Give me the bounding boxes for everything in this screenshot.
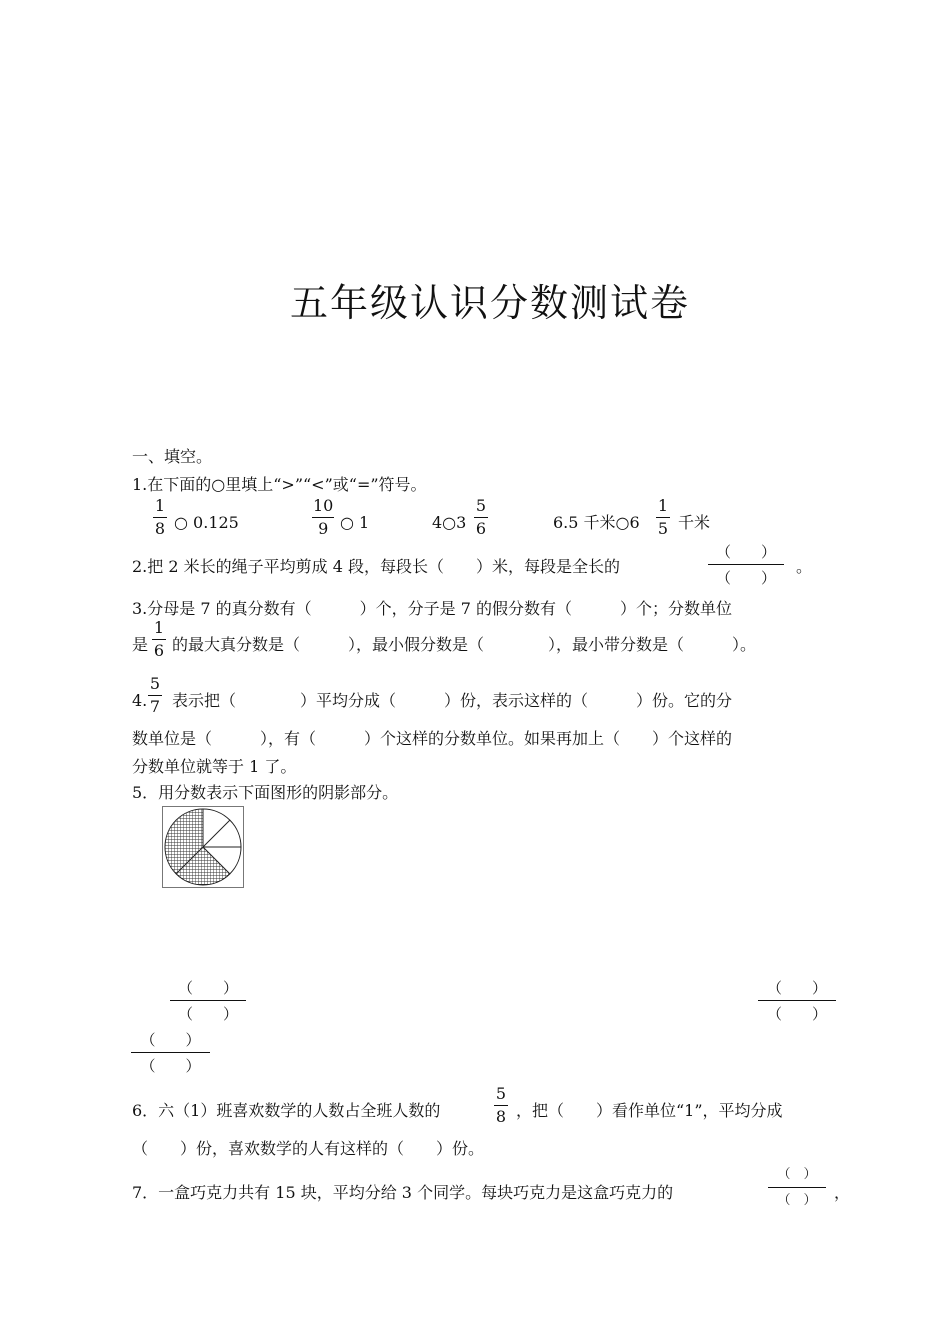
question-5-text: 5．用分数表示下面图形的阴影部分。	[132, 783, 399, 802]
question-4-line-3: 分数单位就等于 1 了。	[132, 757, 297, 776]
section-heading: 一、填空。	[132, 447, 213, 466]
question-6-cont: ，把（ ）看作单位“1”，平均分成	[516, 1101, 783, 1120]
fraction-1-6	[152, 618, 166, 661]
question-3-line-1: 3.分母是 7 的真分数有（ ）个，分子是 7 的假分数有（ ）个；分数单位	[132, 599, 732, 618]
question-3-line-2: 的最大真分数是（ ），最小假分数是（ ），最小带分数是（ ）。	[172, 635, 757, 654]
question-2-end: 。	[796, 557, 813, 576]
question-6-line-2: （ ）份，喜欢数学的人有这样的（ ）份。	[132, 1139, 485, 1158]
fraction-5-8	[494, 1084, 508, 1127]
denominator-blank[interactable]: （ ）	[715, 569, 776, 587]
compare-3-prefix: 4○3	[432, 513, 467, 532]
numerator-blank[interactable]: （ ）	[768, 1165, 826, 1188]
fraction-10-9	[312, 496, 334, 539]
question-2-text: 2.把 2 米长的绳子平均剪成 4 段，每段长（ ）米，每段是全长的	[132, 557, 620, 576]
fraction-5-6	[474, 496, 488, 539]
compare-1: ○ 0.125	[174, 513, 239, 532]
question-6-text: 6．六（1）班喜欢数学的人数占全班人数的	[132, 1101, 441, 1120]
answer-fraction-blank-1[interactable]	[170, 978, 246, 1024]
denominator-blank[interactable]: （ ）	[140, 1057, 201, 1075]
compare-2: ○ 1	[340, 513, 370, 532]
shaded-circle-figure	[162, 806, 244, 888]
fraction-1-8	[153, 496, 167, 539]
denominator: 9	[318, 519, 329, 538]
numerator-blank[interactable]: （ ）	[758, 978, 836, 1001]
denominator: 5	[657, 519, 669, 538]
question-1-text: 1.在下面的○里填上“>”“<”或“=”符号。	[132, 475, 427, 494]
question-4-prefix: 4.	[132, 691, 148, 710]
denominator: 6	[475, 519, 487, 538]
question-7-end: ，	[834, 1183, 851, 1202]
denominator-blank[interactable]: （ ）	[766, 1005, 827, 1023]
numerator-blank[interactable]: （ ）	[170, 978, 246, 1001]
numerator-blank[interactable]: （ ）	[131, 1030, 210, 1053]
denominator-blank[interactable]: （ ）	[177, 1005, 238, 1023]
numerator: 5	[148, 674, 162, 696]
numerator: 1	[153, 496, 167, 518]
numerator: 1	[152, 618, 166, 640]
answer-fraction-blank-3[interactable]	[131, 1030, 210, 1076]
question-4-line-2: 数单位是（ ），有（ ）个这样的分数单位。如果再加上（ ）个这样的	[132, 729, 733, 748]
denominator: 8	[154, 519, 166, 538]
numerator: 1	[656, 496, 670, 518]
denominator-blank[interactable]: （ ）	[777, 1193, 817, 1208]
question-3-prefix: 是	[132, 635, 149, 654]
fraction-1-5	[656, 496, 670, 539]
numerator: 5	[494, 1084, 508, 1106]
numerator: 5	[474, 496, 488, 518]
numerator-blank[interactable]: （ ）	[708, 542, 784, 565]
answer-fraction-blank[interactable]	[708, 542, 784, 588]
compare-4-unit: 千米	[678, 513, 711, 532]
page-title: 五年级认识分数测试卷	[290, 281, 691, 325]
compare-4-prefix: 6.5 千米○6	[553, 513, 640, 532]
numerator: 10	[312, 496, 334, 518]
denominator: 8	[495, 1107, 507, 1126]
denominator: 7	[149, 697, 161, 716]
answer-fraction-blank-2[interactable]	[758, 978, 836, 1024]
question-7-text: 7．一盒巧克力共有 15 块，平均分给 3 个同学。每块巧克力是这盒巧克力的	[132, 1183, 674, 1202]
fraction-5-7	[148, 674, 162, 717]
answer-fraction-blank-q7[interactable]	[768, 1165, 826, 1211]
denominator: 6	[153, 641, 165, 660]
question-4-line-1: 表示把（ ）平均分成（ ）份，表示这样的（ ）份。它的分	[172, 691, 733, 710]
